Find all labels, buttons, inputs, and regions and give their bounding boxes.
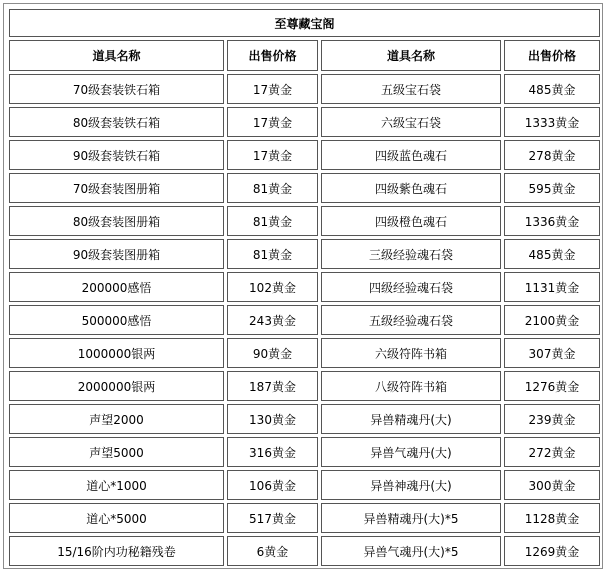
table-row [9, 239, 600, 269]
column-header-item-name: 道具名称 [321, 40, 501, 71]
price-cell: 1336黄金 [504, 206, 600, 236]
item-name-cell: 90级套装铁石箱 [9, 140, 224, 170]
item-name-cell: 200000感悟 [9, 272, 224, 302]
price-cell: 17黄金 [227, 107, 318, 137]
table-row [9, 338, 600, 368]
item-name-cell: 70级套装铁石箱 [9, 74, 224, 104]
table-row [9, 272, 600, 302]
table-row [9, 206, 600, 236]
price-cell: 278黄金 [504, 140, 600, 170]
price-cell: 272黄金 [504, 437, 600, 467]
title-row [9, 9, 600, 37]
item-name-cell: 声望2000 [9, 404, 224, 434]
item-name-cell: 80级套装铁石箱 [9, 107, 224, 137]
item-name-cell: 四级蓝色魂石 [321, 140, 501, 170]
price-cell: 102黄金 [227, 272, 318, 302]
table-row [9, 404, 600, 434]
price-cell: 485黄金 [504, 74, 600, 104]
item-name-cell: 四级经验魂石袋 [321, 272, 501, 302]
item-name-cell: 70级套装图册箱 [9, 173, 224, 203]
item-name-cell: 异兽气魂丹(大)*5 [321, 536, 501, 566]
price-cell: 17黄金 [227, 74, 318, 104]
item-name-cell: 80级套装图册箱 [9, 206, 224, 236]
table-row [9, 470, 600, 500]
table-row [9, 305, 600, 335]
price-cell: 2100黄金 [504, 305, 600, 335]
price-cell: 1333黄金 [504, 107, 600, 137]
item-name-cell: 四级橙色魂石 [321, 206, 501, 236]
item-name-cell: 四级紫色魂石 [321, 173, 501, 203]
item-name-cell: 道心*1000 [9, 470, 224, 500]
price-cell: 316黄金 [227, 437, 318, 467]
item-name-cell: 2000000银两 [9, 371, 224, 401]
price-cell: 307黄金 [504, 338, 600, 368]
price-cell: 485黄金 [504, 239, 600, 269]
price-cell: 90黄金 [227, 338, 318, 368]
table-row [9, 371, 600, 401]
column-header-item-name: 道具名称 [9, 40, 224, 71]
price-cell: 595黄金 [504, 173, 600, 203]
item-name-cell: 1000000银两 [9, 338, 224, 368]
item-name-cell: 90级套装图册箱 [9, 239, 224, 269]
column-header-price: 出售价格 [504, 40, 600, 71]
table-row [9, 503, 600, 533]
price-cell: 106黄金 [227, 470, 318, 500]
item-name-cell: 五级经验魂石袋 [321, 305, 501, 335]
table-title: 至尊藏宝阁 [9, 9, 600, 37]
item-name-cell: 异兽精魂丹(大) [321, 404, 501, 434]
price-cell: 239黄金 [504, 404, 600, 434]
price-cell: 130黄金 [227, 404, 318, 434]
table-row [9, 140, 600, 170]
table-row [9, 437, 600, 467]
item-name-cell: 六级符阵书箱 [321, 338, 501, 368]
price-cell: 6黄金 [227, 536, 318, 566]
table-row [9, 74, 600, 104]
item-name-cell: 八级符阵书箱 [321, 371, 501, 401]
item-name-cell: 异兽气魂丹(大) [321, 437, 501, 467]
price-cell: 300黄金 [504, 470, 600, 500]
price-cell: 517黄金 [227, 503, 318, 533]
item-name-cell: 道心*5000 [9, 503, 224, 533]
price-cell: 187黄金 [227, 371, 318, 401]
item-name-cell: 异兽神魂丹(大) [321, 470, 501, 500]
table-row [9, 107, 600, 137]
price-cell: 1276黄金 [504, 371, 600, 401]
item-name-cell: 六级宝石袋 [321, 107, 501, 137]
item-name-cell: 异兽精魂丹(大)*5 [321, 503, 501, 533]
price-cell: 1131黄金 [504, 272, 600, 302]
table-row [9, 536, 600, 566]
item-name-cell: 15/16阶内功秘籍残卷 [9, 536, 224, 566]
price-cell: 1269黄金 [504, 536, 600, 566]
price-cell: 81黄金 [227, 206, 318, 236]
item-name-cell: 五级宝石袋 [321, 74, 501, 104]
price-cell: 17黄金 [227, 140, 318, 170]
column-header-price: 出售价格 [227, 40, 318, 71]
header-row [9, 40, 600, 71]
item-name-cell: 500000感悟 [9, 305, 224, 335]
price-cell: 1128黄金 [504, 503, 600, 533]
price-cell: 243黄金 [227, 305, 318, 335]
price-cell: 81黄金 [227, 173, 318, 203]
price-cell: 81黄金 [227, 239, 318, 269]
item-name-cell: 声望5000 [9, 437, 224, 467]
item-name-cell: 三级经验魂石袋 [321, 239, 501, 269]
table-row [9, 173, 600, 203]
shop-price-table [6, 6, 603, 569]
